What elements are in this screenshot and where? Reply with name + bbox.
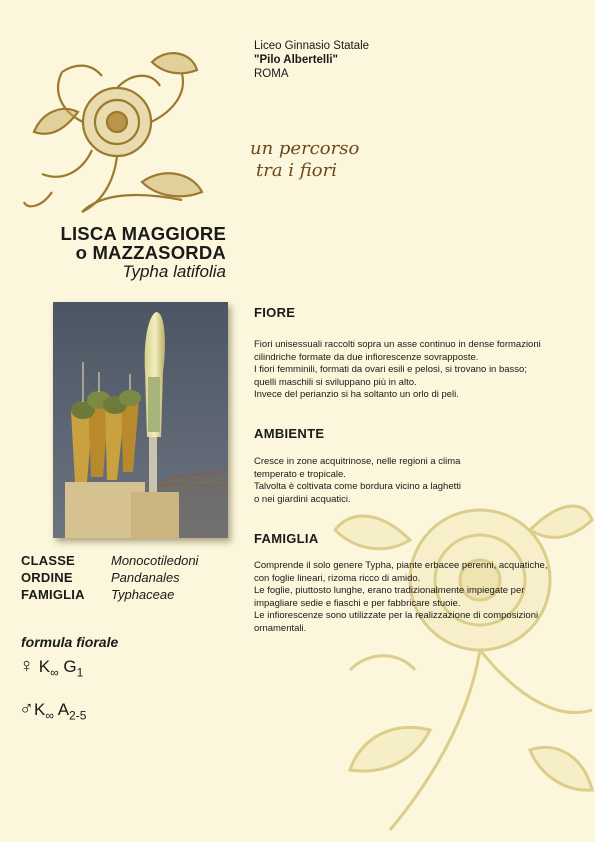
male-symbol: ♂ <box>19 698 34 720</box>
school-header <box>254 39 369 81</box>
school-name: "Pilo Albertelli" <box>254 54 338 66</box>
classification-row <box>21 552 198 569</box>
text-line: Le foglie, piuttosto lunghe, erano tradizionalmente impiegate per <box>254 585 525 596</box>
classification-row <box>21 586 198 603</box>
text-line: cilindriche formate da due infiorescenze sovrapposte. <box>254 351 479 363</box>
text-line: Invece del perianzio si ha soltanto un orlo di peli. <box>254 389 459 400</box>
female-symbol: ♀ <box>19 655 34 677</box>
calyx: K <box>38 657 51 676</box>
tagline-line-1: un percorso <box>250 138 360 159</box>
section-text-fiore <box>254 339 579 402</box>
scientific-name: Typha latifolia <box>122 262 226 281</box>
text-line: Talvolta è coltivata come bordura vicino a laghetti <box>254 481 462 492</box>
school-type: Liceo Ginnasio Statale <box>254 40 370 52</box>
text-line: I fiori femminili, formati da ovari esili e pelosi, si trovano in basso; <box>254 364 527 375</box>
text-line: Fiori unisessuali raccolti sopra un asse continuo in dense formazioni <box>254 339 541 350</box>
text-line: temperato e tropicale. <box>254 468 346 480</box>
text-line: con foglie lineari, rizoma ricco di amido. <box>254 572 421 584</box>
calyx-count: ∞ <box>50 665 59 680</box>
tagline <box>250 138 359 182</box>
text-line: Cresce in zone acquitrinose, nelle regioni a clima <box>254 456 461 467</box>
classification-key: CLASSE <box>21 553 75 568</box>
text-line: impagliare sedie e fiaschi e per fabbricare stuoie. <box>254 597 461 609</box>
classification-value: Monocotiledoni <box>111 553 199 568</box>
plant-photo <box>53 302 228 538</box>
common-name-line-2: o MAZZASORDA <box>75 242 226 263</box>
female-formula <box>19 655 83 679</box>
floral-ornament-top <box>22 42 222 220</box>
text-line: Le infiorescenze sono utilizzate per la realizzazione di composizioni <box>254 610 539 621</box>
text-line: ornamentali. <box>254 622 307 634</box>
section-text-famiglia <box>254 560 579 635</box>
androecium-count: 2-5 <box>69 708 87 723</box>
section-heading-famiglia: FAMIGLIA <box>254 531 319 546</box>
floral-formula-title: formula fiorale <box>21 634 119 650</box>
classification-key: ORDINE <box>21 570 73 585</box>
tagline-line-2: tra i fiori <box>256 160 337 181</box>
section-heading-ambiente: AMBIENTE <box>254 426 325 441</box>
school-city: ROMA <box>254 68 289 80</box>
common-name-line-1: LISCA MAGGIORE <box>60 223 226 244</box>
text-line: quelli maschili si sviluppano più in alto. <box>254 376 417 388</box>
androecium: A <box>57 700 70 719</box>
calyx-count: ∞ <box>45 708 54 723</box>
floral-watermark <box>330 470 595 842</box>
gynoecium-count: 1 <box>76 665 84 680</box>
classification-key: FAMIGLIA <box>21 587 85 602</box>
text-line: Comprende il solo genere Typha, piante erbacee perenni, acquatiche, <box>254 560 548 571</box>
classification-value: Pandanales <box>111 570 180 585</box>
section-text-ambiente <box>254 456 579 506</box>
section-heading-fiore: FIORE <box>254 305 296 320</box>
male-formula <box>19 698 86 722</box>
plant-title <box>60 224 226 282</box>
calyx: K <box>34 700 46 719</box>
classification-value: Typhaceae <box>111 587 175 602</box>
classification-table <box>21 552 198 603</box>
text-line: o nei giardini acquatici. <box>254 493 351 505</box>
gynoecium: G <box>63 657 77 676</box>
classification-row <box>21 569 198 586</box>
